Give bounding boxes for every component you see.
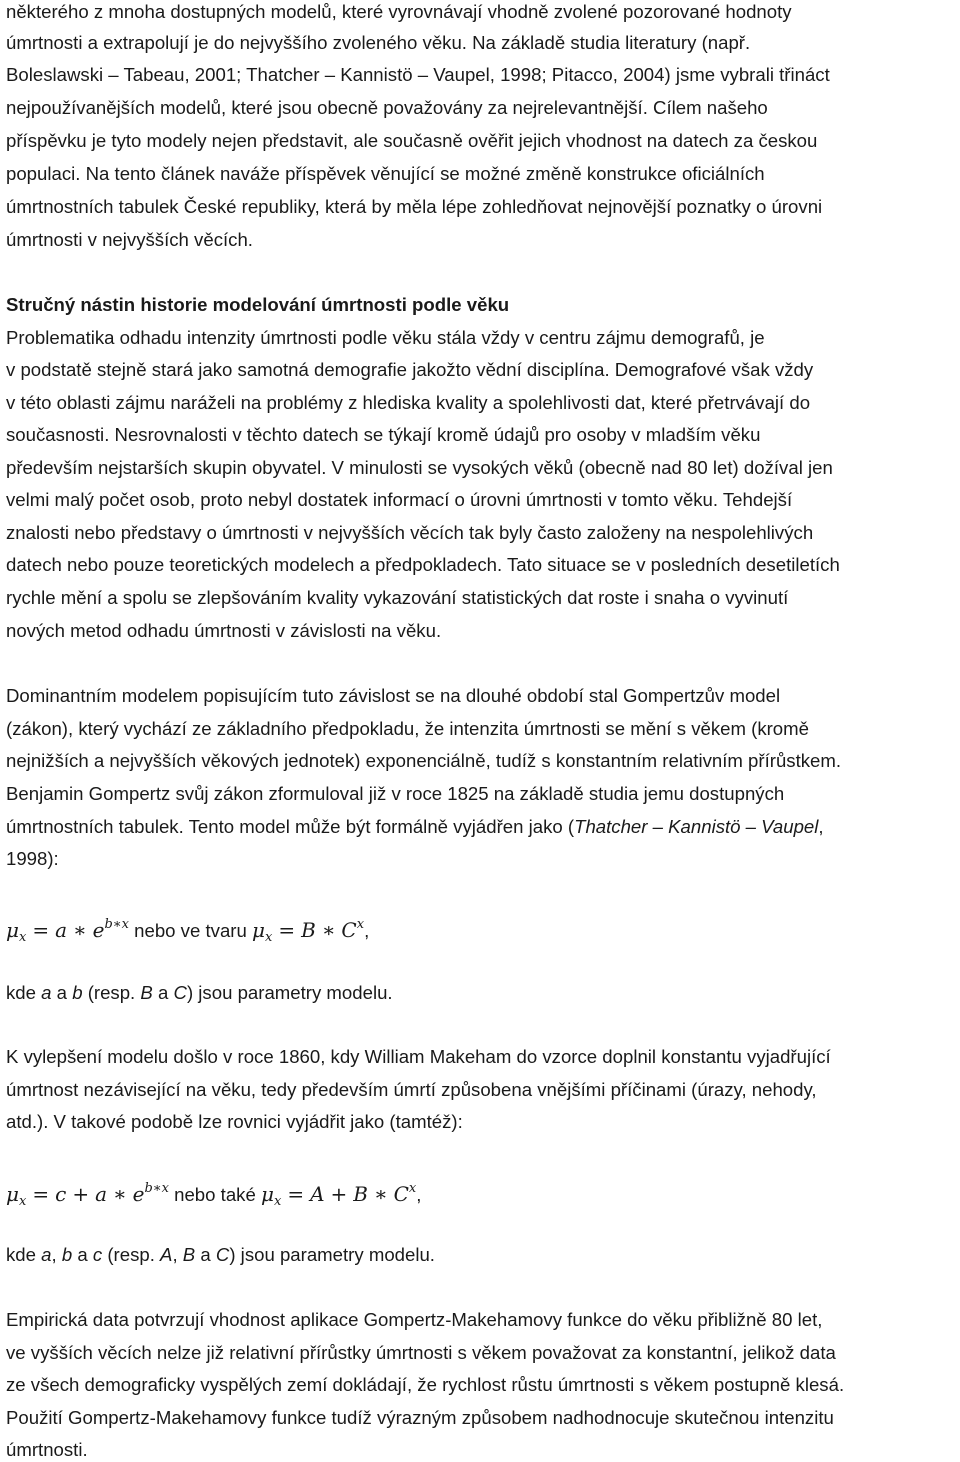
para1-line-8: datech nebo pouze teoretických modelech a předpokladech. Tato situace se v posledních desetiletích [6, 554, 840, 575]
para4-line-5: úmrtnosti. [6, 1439, 88, 1460]
para3-line-2: úmrtnost nezávisející na věku, tedy především úmrtí způsobena vnějšími příčinami (úrazy, nehody, [6, 1079, 817, 1100]
intro-line-4: nejpoužívanějších modelů, které jsou obecně považovány za nejrelevantnější. Cílem našeho [6, 97, 768, 118]
intro-line-2: úmrtnosti a extrapolují je do nejvyššího zvoleného věku. Na základě studia literatury (např. [6, 32, 751, 53]
intro-line-8: úmrtnosti v nejvyšších věcích. [6, 229, 253, 250]
para1-line-7: znalosti nebo představy o úmrtnosti v nejvyšších věcích tak byly často založeny na nespolehlivých [6, 522, 814, 543]
formula2-lhs: $\mu_x$ [6, 1182, 27, 1209]
para4-line-1: Empirická data potvrzují vhodnost aplikace Gompertz-Makehamovy funkce do věku přibližně 80 let, [6, 1309, 823, 1330]
para4-line-2: ve vyšších věcích nelze již relativní přírůstky úmrtnosti s věkem považovat za konstantní, jelikož data [6, 1342, 836, 1363]
formula2-alt: $\mu_x = A + B$ ∗ $C^x$ [260, 1181, 417, 1209]
para2-citation: Thatcher – Kannistö – Vaupel [574, 816, 819, 837]
para3-line-1: K vylepšení modelu došlo v roce 1860, kdy William Makeham do vzorce doplnil konstantu vyjadřující [6, 1046, 831, 1067]
para1-line-2: v podstatě stejně stará jako samotná demografie jakožto vědní disciplína. Demografové však vždy [6, 359, 814, 380]
para1-line-10: nových metod odhadu úmrtnosti v závislosti na věku. [6, 620, 442, 641]
formula2-connector: nebo také [168, 1184, 261, 1205]
intro-line-7: úmrtnostních tabulek České republiky, která by měla lépe zohledňovat nejnovější poznatky o úrovni [6, 196, 823, 217]
gompertz-formula: $\mu_x = a$ ∗ $e^{b∗x}$ nebo ve tvaru $\mu_x = B$ ∗ $C^x$, [6, 917, 370, 945]
params2-line: kde a, b a c (resp. A, B a C) jsou parametry modelu. [6, 1244, 435, 1265]
para2-cite-pre: úmrtnostních tabulek. Tento model může být formálně vyjádřen jako ( [6, 816, 575, 837]
params1-line: kde a a b (resp. B a C) jsou parametry modelu. [6, 982, 393, 1003]
para1-line-4: současnosti. Nesrovnalosti v těchto datech se týkají kromě údajů pro osoby v mladším věku [6, 424, 761, 445]
para2-line-3: nejnižších a nejvyšších věkových jednotek) exponenciálně, tudíž s konstantním relativním přírůstkem. [6, 750, 842, 771]
para1-line-1: Problematika odhadu intenzity úmrtnosti podle věku stála vždy v centru zájmu demografů, je [6, 327, 765, 348]
para2-line-4: Benjamin Gompertz svůj zákon zformuloval již v roce 1825 na základě studia jemu dostupných [6, 783, 785, 804]
para1-line-6: velmi malý počet osob, proto nebyl dostatek informací o úrovni úmrtnosti v tomto věku. Tehdejší [6, 489, 793, 510]
formula1-lhs: $\mu_x$ [6, 918, 27, 945]
para1-line-3: v této oblasti zájmu naráželi na problémy z hlediska kvality a spolehlivosti dat, které přetrvávají do [6, 392, 811, 413]
intro-line-1: některého z mnoha dostupných modelů, které vyrovnávají vhodně zvolené pozorované hodnoty [6, 1, 792, 22]
formula1-connector: nebo ve tvaru [128, 920, 252, 941]
para2-line-2: (zákon), který vychází ze základního předpokladu, že intenzita úmrtnosti se mění s věkem (kromě [6, 718, 809, 739]
para2-line-6: 1998): [6, 848, 59, 869]
para4-line-4: Použití Gompertz-Makehamovy funkce tudíž výrazným způsobem nadhodnocuje skutečnou intenzitu [6, 1407, 834, 1428]
para2-line-5 [6, 815, 824, 839]
para2-line-1: Dominantním modelem popisujícím tuto závislost se na dlouhé období stal Gompertzův model [6, 685, 781, 706]
intro-line-3: Boleslawski – Tabeau, 2001; Thatcher – Kannistö – Vaupel, 1998; Pitacco, 2004) jsme vybrali třináct [6, 64, 830, 85]
makeham-formula: $\mu_x = c + a$ ∗ $e^{b∗x}$ nebo také $\mu_x = A + B$ ∗ $C^x$, [6, 1181, 422, 1209]
para1-line-9: rychle mění a spolu se zlepšováním kvality vykazování statistických dat roste i snaha o vyvinutí [6, 587, 789, 608]
para3-line-3: atd.). V takové podobě lze rovnici vyjádřit jako (tamtéž): [6, 1111, 463, 1132]
formula1-alt: $\mu_x = B$ ∗ $C^x$ [252, 917, 365, 945]
para2-cite-post: , [818, 816, 824, 837]
para1-line-5: především nejstarších skupin obyvatel. V minulosti se vysokých věků (obecně nad 80 let) dožíval jen [6, 457, 833, 478]
para4-line-3: ze všech demograficky vyspělých zemí dokládají, že rychlost růstu úmrtnosti s věkem postupně klesá. [6, 1374, 845, 1395]
section-heading: Stručný nástin historie modelování úmrtnosti podle věku [6, 294, 510, 315]
intro-line-6: populaci. Na tento článek naváže příspěvek věnující se možné změně konstrukce oficiálních [6, 163, 765, 184]
intro-line-5: příspěvku je tyto modely nejen představit, ale současně ověřit jejich vhodnost na datech za českou [6, 130, 818, 151]
